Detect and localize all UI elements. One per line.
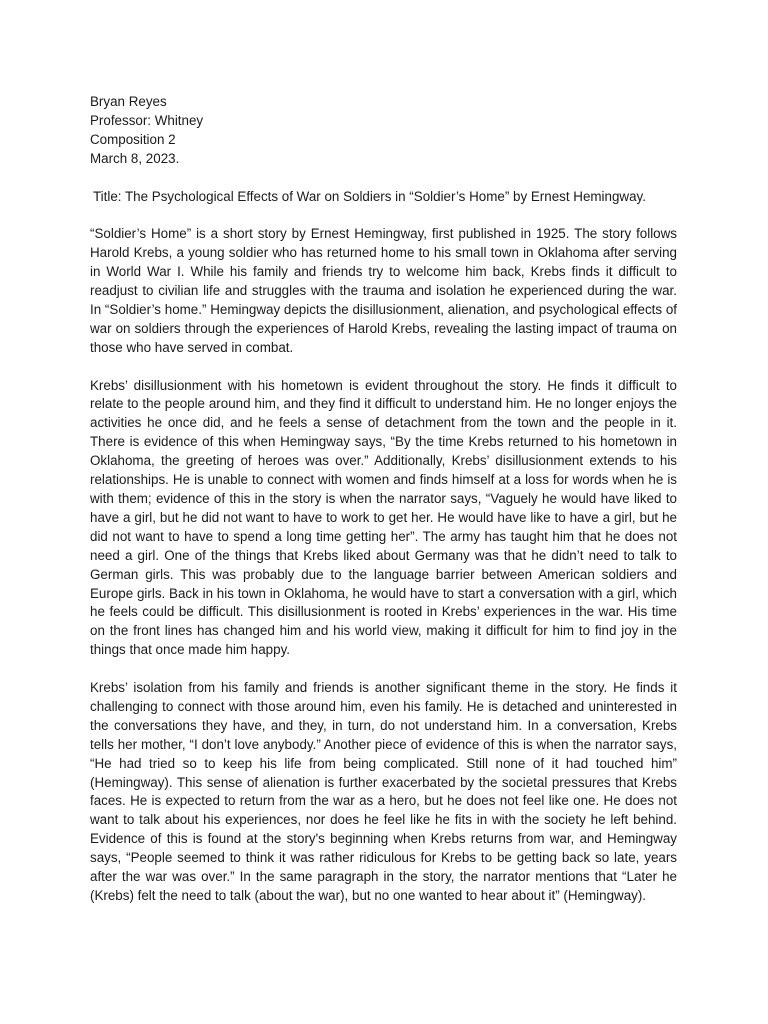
course-name: Composition 2	[90, 131, 176, 147]
header-block	[90, 93, 677, 169]
document-page	[90, 93, 677, 906]
essay-title: Title: The Psychological Effects of War on Soldiers in “Soldier’s Home” by Ernest Hemingway.	[93, 188, 646, 204]
paragraph-disillusionment: Krebs’ disillusionment with his hometown is evident throughout the story. He finds it difficult to relate to the people around him, and they find it difficult to understand him. He no longer enjoys the activities he once did, and he feels a sense of detachment from the town and the people in it. There is evidence of this when Hemingway says, “By the time Krebs returned to his hometown in Oklahoma, the greeting of heroes was over.” Additionally, Krebs’ disillusionment extends to his relationships. He is unable to connect with women and finds himself at a loss for words when he is with them; evidence of this in the story is when the narrator says, “Vaguely he would have liked to have a girl, but he did not want to have to work to get her. He would have like to have a girl, but he did not want to have to spend a long time getting her”. The army has taught him that he does not need a girl. One of the things that Krebs liked about Germany was that he didn’t need to talk to German girls. This was probably due to the language barrier between American soldiers and Europe girls. Back in his town in Oklahoma, he would have to start a conversation with a girl, which he feels could be difficult. This disillusionment is rooted in Krebs’ experiences in the war. His time on the front lines has changed him and his world view, making it difficult for him to find joy in the things that once made him happy.	[90, 377, 677, 658]
paragraph-isolation: Krebs’ isolation from his family and friends is another significant theme in the story. He finds it challenging to connect with those around him, even his family. He is detached and uninterested in the conversations they have, and they, in turn, do not understand him. In a conversation, Krebs tells her mother, “I don’t love anybody.” Another piece of evidence of this is when the narrator says, “He had tried so to keep his life from being complicated. Still none of it had touched him” (Hemingway). This sense of alienation is further exacerbated by the societal pressures that Krebs faces. He is expected to return from the war as a hero, but he does not feel like one. He does not want to talk about his experiences, nor does he feel like he fits in with the society he left behind. Evidence of this is found at the story's beginning when Krebs returns from war, and Hemingway says, “People seemed to think it was rather ridiculous for Krebs to be getting back so late, years after the war was over.” In the same paragraph in the story, the narrator mentions that “Later he (Krebs) felt the need to talk (about the war), but no one wanted to hear about it” (Hemingway).	[90, 680, 677, 903]
paragraph-intro: “Soldier’s Home” is a short story by Ernest Hemingway, first published in 1925. The story follows Harold Krebs, a young soldier who has returned home to his small town in Oklahoma after serving in World War I. While his family and friends try to welcome him back, Krebs finds it difficult to readjust to civilian life and struggles with the trauma and isolation he experienced during the war. In “Soldier’s home.” Hemingway depicts the disillusionment, alienation, and psychological effects of war on soldiers through the experiences of Harold Krebs, revealing the lasting impact of trauma on those who have served in combat.	[90, 226, 677, 355]
date: March 8, 2023.	[90, 150, 180, 166]
student-name: Bryan Reyes	[90, 94, 167, 109]
professor-name: Professor: Whitney	[90, 112, 204, 128]
